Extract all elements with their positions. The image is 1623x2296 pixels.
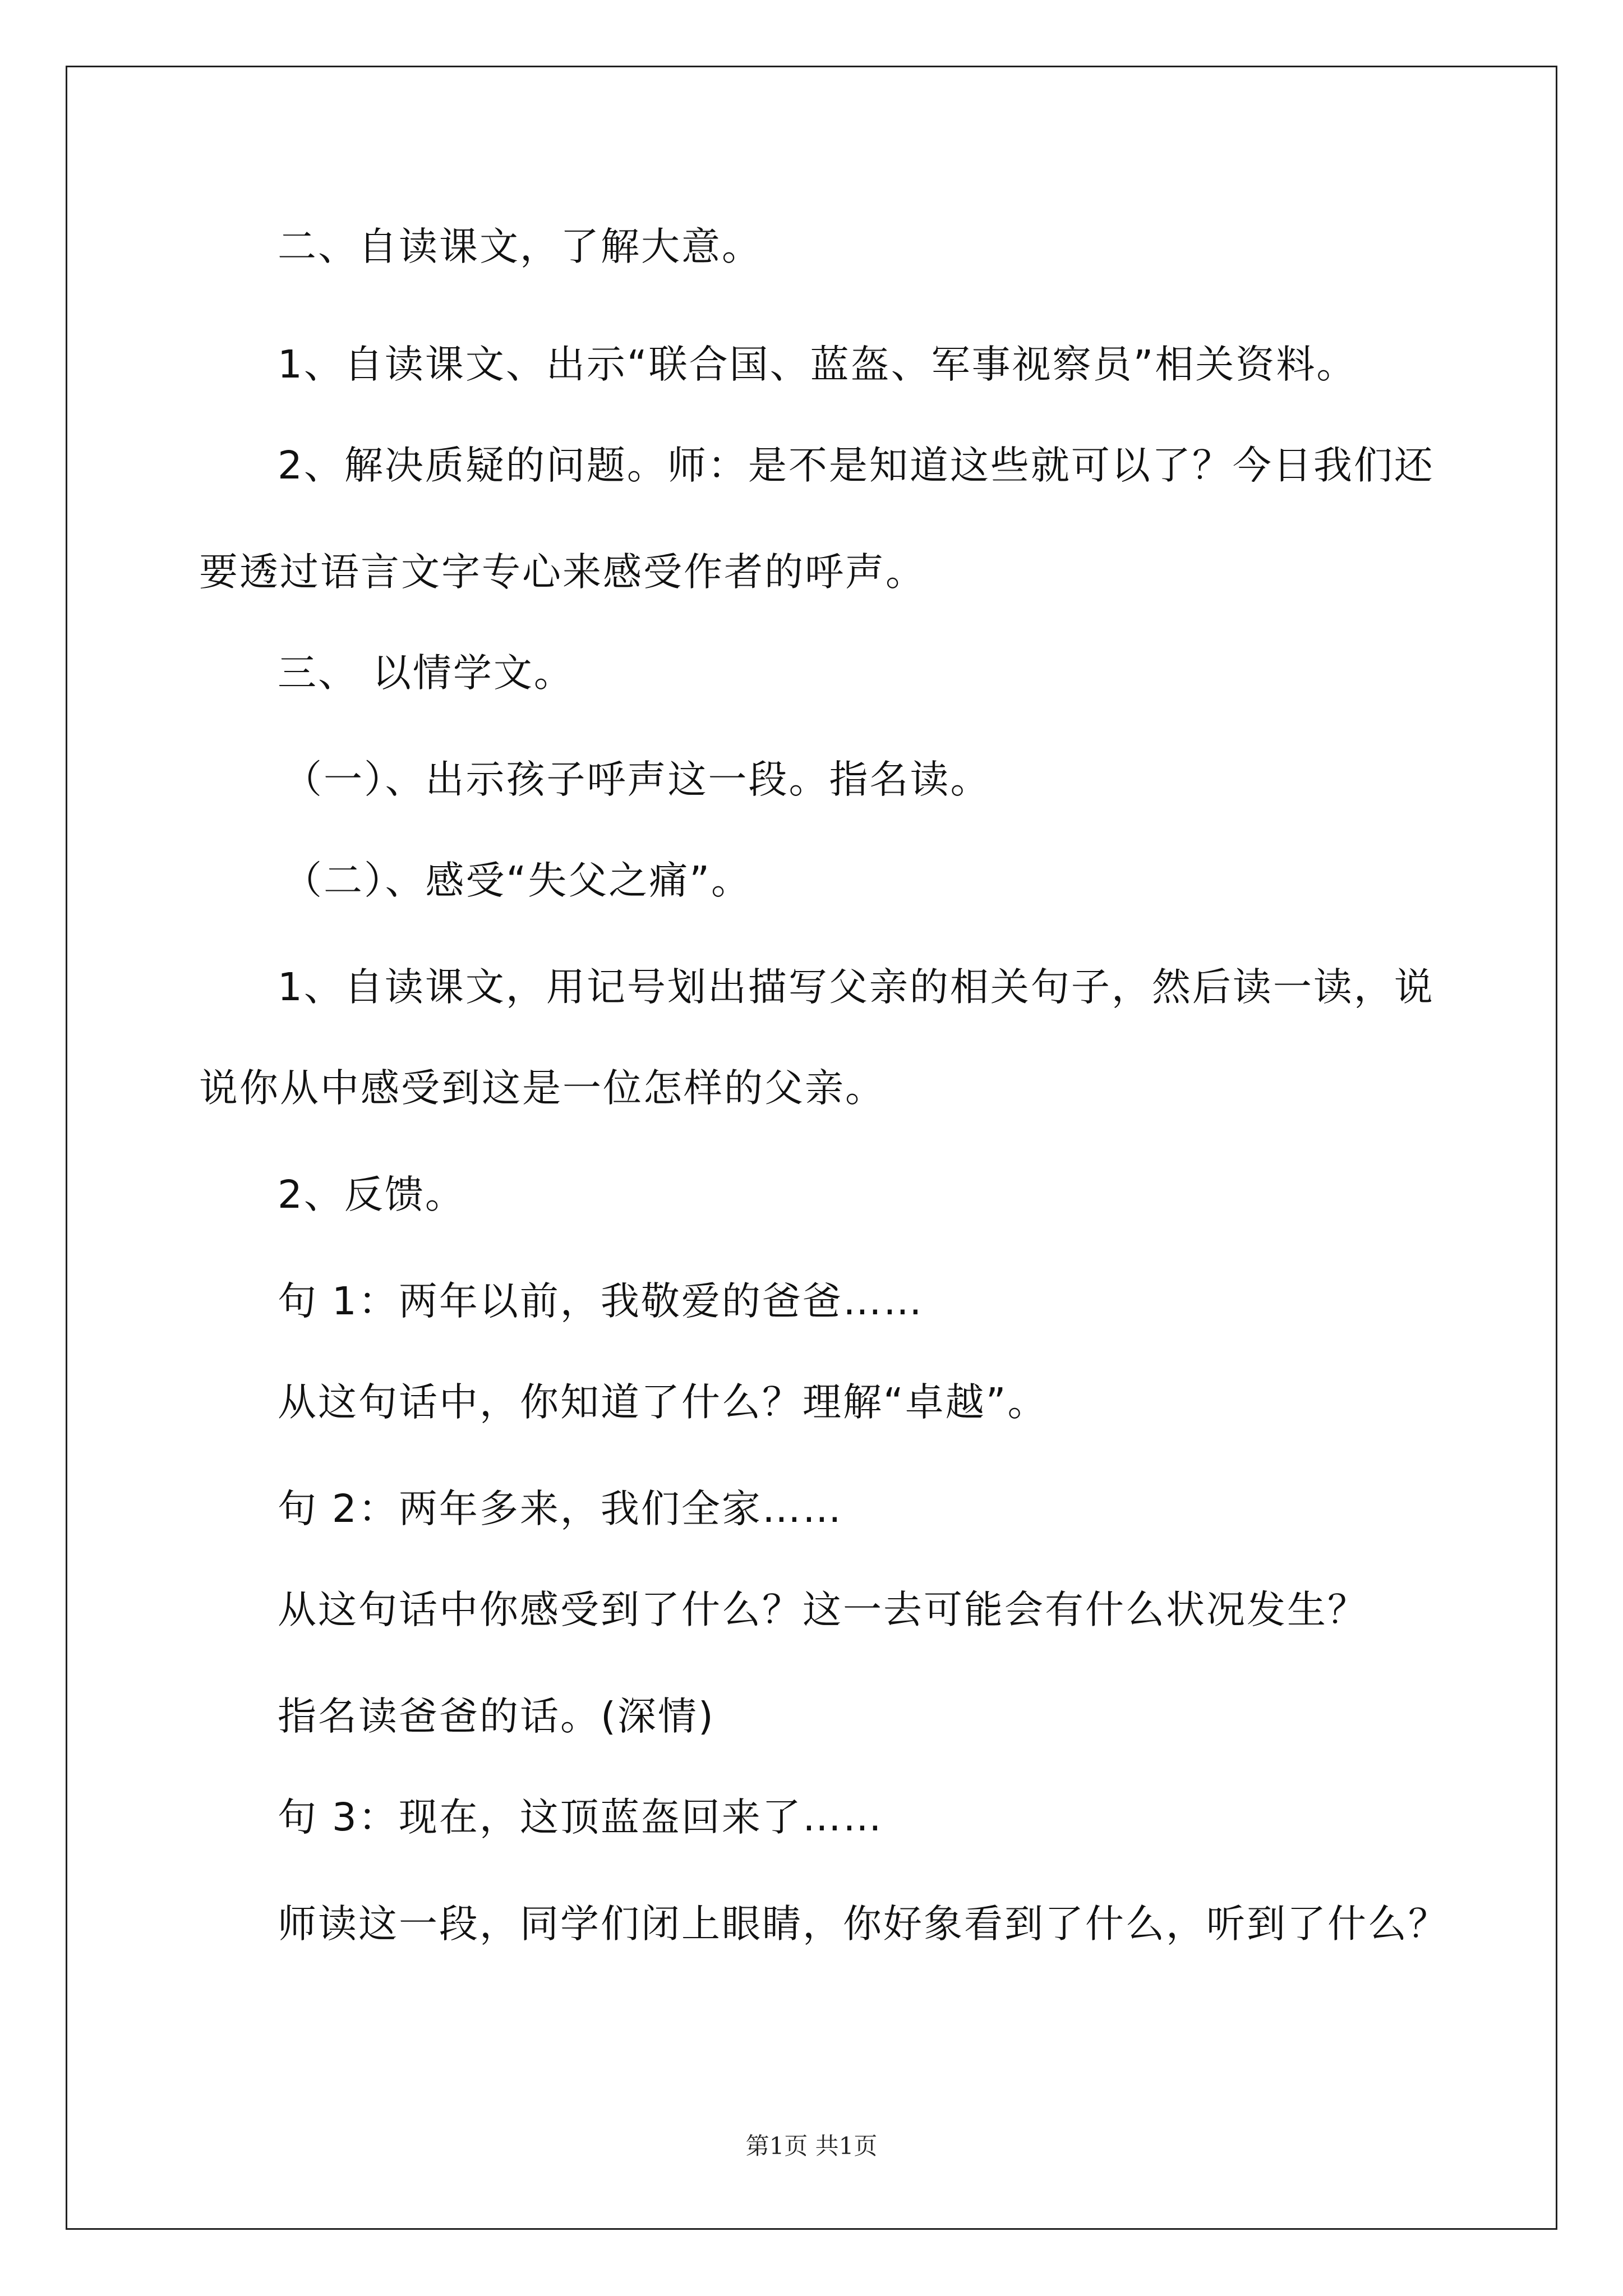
page-footer: 第1页 共1页 (745, 2132, 878, 2160)
text-line-5: 三、 以情学文。 (278, 651, 574, 696)
text-line-11: 句 1：两年以前，我敬爱的爸爸…… (278, 1279, 924, 1324)
text-line-8: 1、自读课文，用记号划出描写父亲的相关句子，然后读一读，说 (278, 965, 1435, 1010)
text-line-13: 句 2：两年多来，我们全家…… (278, 1487, 843, 1531)
text-line-6: （一）、出示孩子呼声这一段。指名读。 (283, 757, 991, 802)
text-line-10: 2、反馈。 (278, 1172, 465, 1217)
text-line-3: 2、解决质疑的问题。师：是不是知道这些就可以了？今日我们还 (278, 443, 1435, 488)
text-line-2: 1、自读课文、出示“联合国、蓝盔、军事视察员”相关资料。 (278, 342, 1357, 387)
text-line-12: 从这句话中，你知道了什么？理解“卓越”。 (278, 1380, 1048, 1425)
text-line-16: 句 3：现在，这顶蓝盔回来了…… (278, 1795, 883, 1840)
text-line-15: 指名读爸爸的话。(深情) (278, 1694, 715, 1739)
text-line-9: 说你从中感受到这是一位怎样的父亲。 (199, 1066, 886, 1111)
text-line-14: 从这句话中你感受到了什么？这一去可能会有什么状况发生？ (278, 1588, 1368, 1632)
text-line-7: （二）、感受“失父之痛”。 (283, 858, 751, 903)
text-line-17: 师读这一段，同学们闭上眼睛，你好象看到了什么，听到了什么？ (278, 1902, 1449, 1947)
text-line-1: 二、自读课文，了解大意。 (278, 224, 762, 269)
text-line-4: 要透过语言文字专心来感受作者的呼声。 (199, 550, 926, 595)
